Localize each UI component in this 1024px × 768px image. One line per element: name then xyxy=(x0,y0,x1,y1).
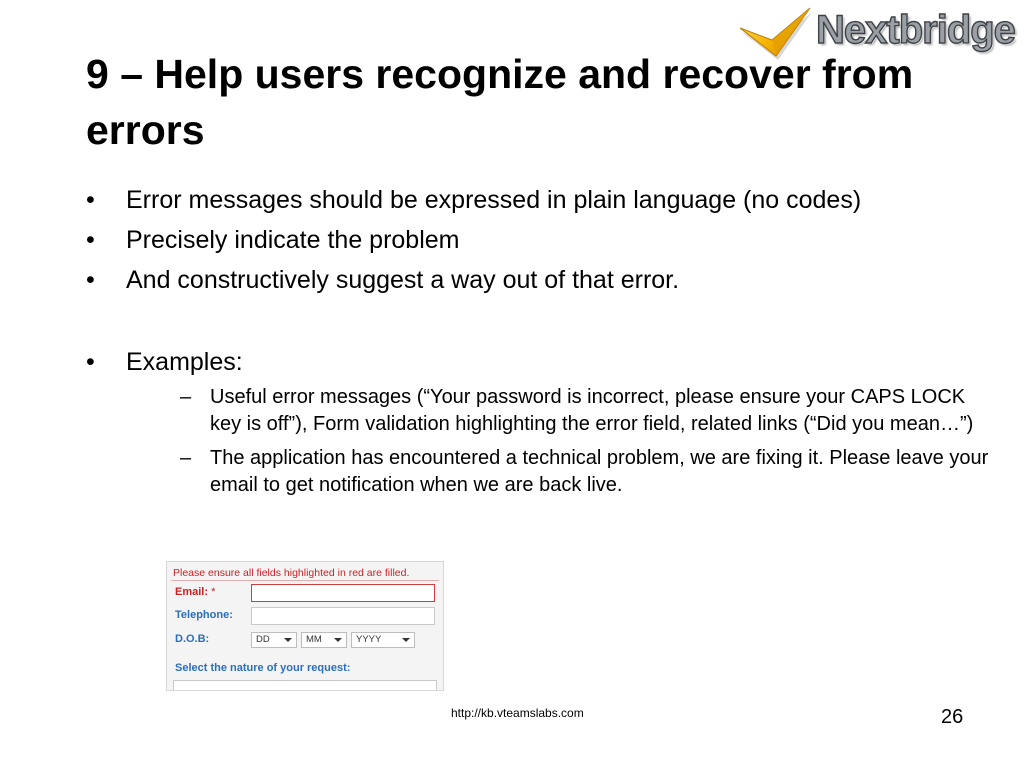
chevron-down-icon xyxy=(334,638,342,642)
telephone-label: Telephone: xyxy=(175,609,233,621)
sub-bullet-text: The application has encountered a technical problem, we are fixing it. Please leave your email to get notification when we are back live. xyxy=(210,447,989,496)
dob-day-select[interactable] xyxy=(251,632,297,648)
bullet-item xyxy=(86,260,986,300)
bullet-list xyxy=(86,180,989,506)
chevron-down-icon xyxy=(284,638,292,642)
source-link[interactable]: http://kb.vteamslabs.com xyxy=(451,706,584,720)
telephone-field[interactable] xyxy=(251,607,435,625)
required-marker: * xyxy=(211,586,216,598)
sub-bullet-list xyxy=(126,384,989,499)
form-divider xyxy=(171,580,439,581)
bullet-item xyxy=(86,220,986,260)
dob-day-value: DD xyxy=(256,634,270,645)
sub-bullet-dash: – xyxy=(180,447,192,469)
email-label-text: Email: xyxy=(175,586,209,598)
spacer xyxy=(86,300,986,342)
dob-month-value: MM xyxy=(306,634,322,645)
page-number: 26 xyxy=(941,706,964,728)
bullet-item xyxy=(86,180,986,220)
dob-label: D.O.B: xyxy=(175,633,210,645)
bullet-text: Precisely indicate the problem xyxy=(126,226,460,254)
form-validation-screenshot xyxy=(166,561,444,691)
request-nature-select[interactable] xyxy=(173,680,437,691)
email-field[interactable] xyxy=(251,584,435,602)
sub-bullet-item xyxy=(126,384,990,438)
bullet-text: And constructively suggest a way out of that error. xyxy=(126,266,680,294)
bullet-item-examples xyxy=(86,342,989,499)
slide-title: 9 – Help users recognize and recover from errors xyxy=(86,51,914,153)
dob-year-select[interactable] xyxy=(351,632,415,648)
bullet-text: Error messages should be expressed in plain language (no codes) xyxy=(126,186,862,214)
logo-wordmark: Nextbridge xyxy=(816,8,1015,52)
sub-bullet-dash: – xyxy=(180,386,192,408)
bullet-text: Examples: xyxy=(126,348,243,376)
form-error-message: Please ensure all fields highlighted in red are filled. xyxy=(173,567,410,579)
chevron-down-icon xyxy=(402,638,410,642)
bullet-dot: • xyxy=(86,186,95,214)
request-nature-label: Select the nature of your request: xyxy=(175,662,351,674)
sub-bullet-text: Useful error messages (“Your password is incorrect, please ensure your CAPS LOCK key is off”), Form validation highlighting the error field, related links (“Did you mean…”) xyxy=(210,386,974,435)
bullet-dot: • xyxy=(86,348,95,376)
email-label xyxy=(175,586,215,598)
bullet-dot: • xyxy=(86,226,95,254)
dob-month-select[interactable] xyxy=(301,632,347,648)
dob-year-value: YYYY xyxy=(356,634,382,645)
sub-bullet-item xyxy=(126,445,990,499)
bullet-dot: • xyxy=(86,266,95,294)
